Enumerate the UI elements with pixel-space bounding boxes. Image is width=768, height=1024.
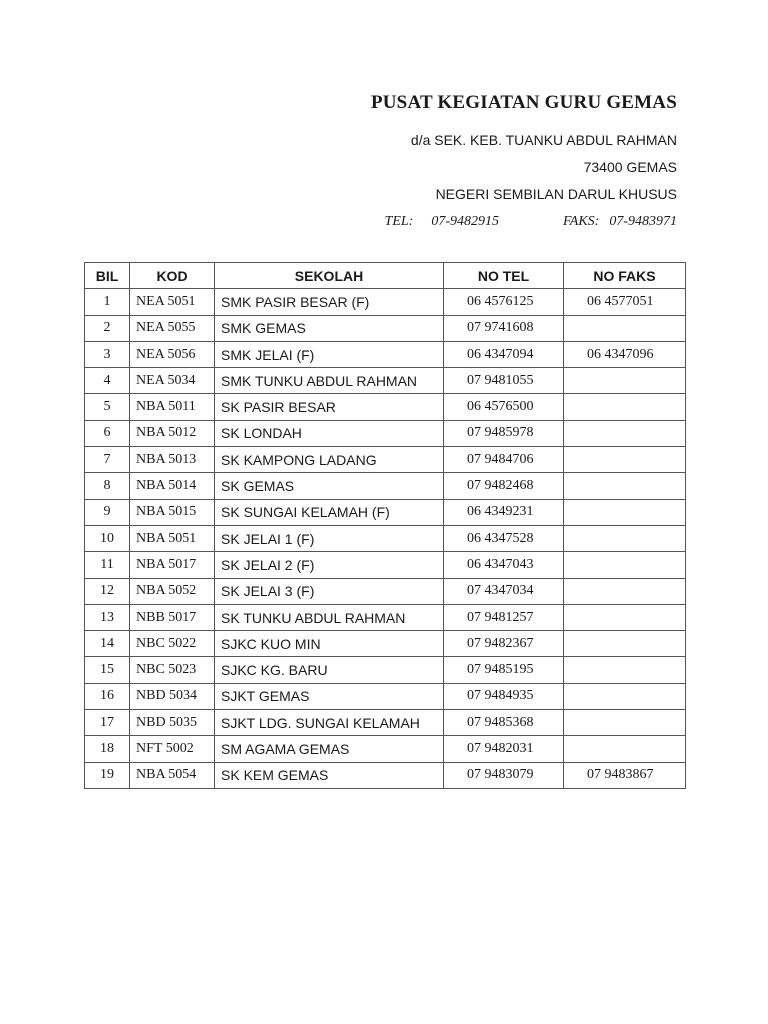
document-header	[371, 92, 677, 235]
cell-tel: 07 9482468	[444, 473, 564, 499]
cell-sekolah: SK GEMAS	[215, 473, 444, 499]
table-body	[85, 289, 686, 789]
cell-kod: NEA 5051	[130, 289, 215, 315]
column-header-kod: KOD	[130, 263, 215, 289]
cell-bil: 7	[85, 447, 130, 473]
cell-bil: 8	[85, 473, 130, 499]
cell-faks: 06 4577051	[564, 289, 686, 315]
cell-kod: NBA 5014	[130, 473, 215, 499]
cell-sekolah: SK LONDAH	[215, 420, 444, 446]
column-header-sekolah: SEKOLAH	[215, 263, 444, 289]
cell-kod: NEA 5056	[130, 341, 215, 367]
cell-bil: 4	[85, 368, 130, 394]
cell-faks: 06 4347096	[564, 341, 686, 367]
address-line-3: NEGERI SEMBILAN DARUL KHUSUS	[435, 186, 677, 202]
cell-kod: NBA 5013	[130, 447, 215, 473]
cell-sekolah: SK TUNKU ABDUL RAHMAN	[215, 604, 444, 630]
cell-sekolah: SM AGAMA GEMAS	[215, 736, 444, 762]
address-line-1: d/a SEK. KEB. TUANKU ABDUL RAHMAN	[410, 132, 677, 148]
cell-kod: NBA 5015	[130, 499, 215, 525]
cell-sekolah: SMK PASIR BESAR (F)	[215, 289, 444, 315]
cell-sekolah: SJKT LDG. SUNGAI KELAMAH	[215, 710, 444, 736]
cell-tel: 06 4347094	[444, 341, 564, 367]
cell-bil: 12	[85, 578, 130, 604]
table-header-row	[85, 263, 686, 289]
column-header-bil: BIL	[85, 263, 130, 289]
cell-tel: 07 9741608	[444, 315, 564, 341]
cell-faks	[564, 657, 686, 683]
cell-kod: NBD 5034	[130, 683, 215, 709]
schools-table	[84, 262, 686, 789]
cell-tel: 07 9482367	[444, 631, 564, 657]
cell-kod: NBD 5035	[130, 710, 215, 736]
cell-bil: 10	[85, 525, 130, 551]
table-row	[85, 657, 686, 683]
cell-sekolah: SK KEM GEMAS	[215, 762, 444, 788]
cell-sekolah: SMK GEMAS	[215, 315, 444, 341]
cell-tel: 06 4347043	[444, 552, 564, 578]
cell-bil: 19	[85, 762, 130, 788]
cell-faks	[564, 631, 686, 657]
contact-line	[371, 208, 677, 235]
cell-bil: 16	[85, 683, 130, 709]
cell-sekolah: SJKC KG. BARU	[215, 657, 444, 683]
faks-label: FAKS:	[563, 214, 600, 229]
table-row	[85, 315, 686, 341]
cell-kod: NBA 5052	[130, 578, 215, 604]
table-row	[85, 473, 686, 499]
cell-kod: NFT 5002	[130, 736, 215, 762]
table-row	[85, 420, 686, 446]
cell-kod: NBB 5017	[130, 604, 215, 630]
cell-bil: 5	[85, 394, 130, 420]
column-header-no-tel: NO TEL	[444, 263, 564, 289]
cell-tel: 06 4347528	[444, 525, 564, 551]
cell-sekolah: SK JELAI 3 (F)	[215, 578, 444, 604]
cell-bil: 9	[85, 499, 130, 525]
table-row	[85, 631, 686, 657]
cell-faks: 07 9483867	[564, 762, 686, 788]
page-title: PUSAT KEGIATAN GURU GEMAS	[370, 92, 677, 113]
tel-label: TEL:	[384, 214, 414, 229]
cell-bil: 11	[85, 552, 130, 578]
table-row	[85, 578, 686, 604]
table-row	[85, 710, 686, 736]
cell-faks	[564, 604, 686, 630]
cell-sekolah: SK PASIR BESAR	[215, 394, 444, 420]
cell-tel: 07 9485368	[444, 710, 564, 736]
table-row	[85, 552, 686, 578]
cell-bil: 15	[85, 657, 130, 683]
address-line-2: 73400 GEMAS	[583, 159, 677, 175]
cell-sekolah: SMK JELAI (F)	[215, 341, 444, 367]
cell-tel: 07 9484706	[444, 447, 564, 473]
cell-tel: 07 9484935	[444, 683, 564, 709]
cell-kod: NEA 5034	[130, 368, 215, 394]
table-row	[85, 736, 686, 762]
cell-sekolah: SJKT GEMAS	[215, 683, 444, 709]
table-row	[85, 289, 686, 315]
cell-sekolah: SK SUNGAI KELAMAH (F)	[215, 499, 444, 525]
cell-tel: 06 4349231	[444, 499, 564, 525]
cell-kod: NBA 5054	[130, 762, 215, 788]
cell-tel: 07 9485195	[444, 657, 564, 683]
cell-bil: 3	[85, 341, 130, 367]
table-row	[85, 499, 686, 525]
cell-kod: NBA 5051	[130, 525, 215, 551]
cell-faks	[564, 736, 686, 762]
cell-sekolah: SMK TUNKU ABDUL RAHMAN	[215, 368, 444, 394]
cell-sekolah: SK JELAI 1 (F)	[215, 525, 444, 551]
cell-tel: 07 9481055	[444, 368, 564, 394]
cell-tel: 06 4576500	[444, 394, 564, 420]
cell-tel: 07 4347034	[444, 578, 564, 604]
cell-faks	[564, 552, 686, 578]
cell-bil: 6	[85, 420, 130, 446]
cell-faks	[564, 315, 686, 341]
column-header-no-faks: NO FAKS	[564, 263, 686, 289]
cell-bil: 14	[85, 631, 130, 657]
table-row	[85, 762, 686, 788]
cell-faks	[564, 447, 686, 473]
cell-faks	[564, 683, 686, 709]
table-row	[85, 525, 686, 551]
cell-faks	[564, 525, 686, 551]
cell-faks	[564, 420, 686, 446]
cell-faks	[564, 394, 686, 420]
table-row	[85, 394, 686, 420]
cell-tel: 07 9485978	[444, 420, 564, 446]
table-row	[85, 683, 686, 709]
cell-tel: 07 9481257	[444, 604, 564, 630]
cell-sekolah: SJKC KUO MIN	[215, 631, 444, 657]
cell-faks	[564, 368, 686, 394]
cell-bil: 17	[85, 710, 130, 736]
cell-kod: NBA 5012	[130, 420, 215, 446]
cell-kod: NBC 5022	[130, 631, 215, 657]
cell-kod: NBC 5023	[130, 657, 215, 683]
table-row	[85, 341, 686, 367]
cell-bil: 1	[85, 289, 130, 315]
table-row	[85, 368, 686, 394]
cell-faks	[564, 473, 686, 499]
cell-tel: 07 9483079	[444, 762, 564, 788]
tel-value: 07-9482915	[431, 214, 500, 229]
faks-value: 07-9483971	[609, 214, 677, 229]
cell-sekolah: SK JELAI 2 (F)	[215, 552, 444, 578]
cell-sekolah: SK KAMPONG LADANG	[215, 447, 444, 473]
cell-faks	[564, 499, 686, 525]
cell-kod: NBA 5017	[130, 552, 215, 578]
cell-faks	[564, 710, 686, 736]
cell-kod: NBA 5011	[130, 394, 215, 420]
cell-tel: 06 4576125	[444, 289, 564, 315]
cell-tel: 07 9482031	[444, 736, 564, 762]
table-row	[85, 447, 686, 473]
cell-bil: 13	[85, 604, 130, 630]
cell-bil: 2	[85, 315, 130, 341]
cell-faks	[564, 578, 686, 604]
cell-bil: 18	[85, 736, 130, 762]
cell-kod: NEA 5055	[130, 315, 215, 341]
table-row	[85, 604, 686, 630]
